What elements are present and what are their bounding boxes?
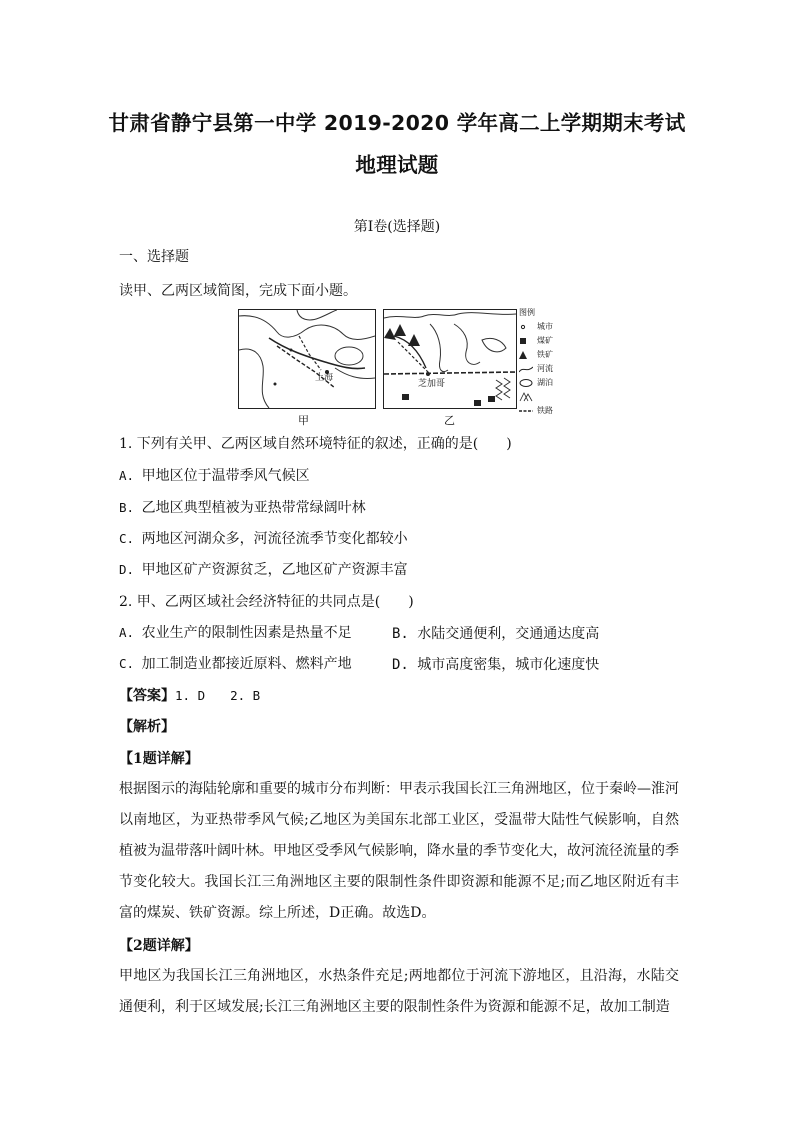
question-2-stem: 2. 甲、乙两区域社会经济特征的共同点是( ) [119, 594, 414, 610]
part-heading: 一、选择题 [119, 249, 189, 265]
railway-line-icon [519, 406, 533, 416]
section-heading: 第Ⅰ卷(选择题) [353, 219, 441, 235]
option-text: 乙地区典型植被为亚热带常绿阔叶林 [141, 500, 366, 516]
detail-2-label: 【2题详解】 [119, 938, 199, 954]
option-text: 两地区河湖众多，河流径流季节变化都较小 [141, 531, 408, 547]
iron-triangle-icon [519, 350, 533, 360]
option-label: B. [392, 626, 409, 642]
map-jia [238, 309, 376, 409]
coal-square-icon [519, 336, 533, 346]
detail-1-text: 根据图示的海陆轮廓和重要的城市分布判断：甲表示我国长江三角洲地区，位于秦岭—淮河以南地区，为亚热带季风气候;乙地区为美国东北部工业区，受温带大陆性气候影响，自然植被为温带落叶阔叶林。甲地区受季风气候影响，降水量的季节变化大，故河流径流量的季节变化较大。我国长江三角洲地区主要的限制性条件即资源和能源不足;而乙地区附近有丰富的煤炭、铁矿资源。综上所述，D正确。故选D。 [119, 781, 679, 921]
question-2-option-b [392, 623, 599, 643]
map-yi-city-label: 芝加哥 [418, 379, 446, 389]
option-label: A. [119, 468, 135, 483]
detail-1-label: 【1题详解】 [119, 751, 199, 767]
analysis-label: 【解析】 [119, 719, 175, 735]
option-label: D. [392, 657, 409, 673]
option-text: 水陆交通便利，交通通达度高 [417, 626, 600, 642]
legend-item-lake [519, 376, 579, 390]
option-text: 农业生产的限制性因素是热量不足 [141, 625, 352, 641]
legend-item-mountain [519, 390, 579, 404]
legend-item-coal [519, 334, 579, 348]
legend-item-iron [519, 348, 579, 362]
option-text: 加工制造业都接近原料、燃料产地 [141, 656, 352, 672]
question-1-option-c [119, 529, 679, 549]
document-title-line2: 地理试题 [355, 153, 439, 177]
question-1-option-d [119, 560, 679, 580]
option-label: C. [119, 531, 135, 546]
question-intro: 读甲、乙两区域简图，完成下面小题。 [119, 283, 357, 299]
answer-label: 【答案】 [119, 688, 175, 704]
question-2-option-c [119, 654, 379, 674]
legend-title-text: 图例 [519, 308, 535, 317]
legend-coal-label: 煤矿 [537, 336, 553, 345]
map-yi-caption: 乙 [444, 414, 455, 427]
option-text: 甲地区矿产资源贫乏，乙地区矿产资源丰富 [141, 562, 408, 578]
detail-2-text: 甲地区为我国长江三角洲地区，水热条件充足;两地都位于河流下游地区，且沿海，水陆交通便利，利于区域发展;长江三角洲地区主要的限制性条件为资源和能源不足，故加工制造 [119, 968, 679, 1015]
map-jia-city-label: 上海 [315, 373, 334, 383]
option-text: 甲地区位于温带季风气候区 [141, 468, 310, 484]
legend-item-rail [519, 404, 579, 418]
legend-lake-label: 湖泊 [537, 378, 553, 387]
legend-title [519, 306, 579, 320]
map-yi-drawing [384, 310, 516, 408]
answer-line [119, 686, 679, 706]
lake-ellipse-icon [519, 378, 533, 388]
option-label: D. [119, 562, 135, 577]
option-label: B. [119, 500, 135, 515]
question-1-option-a [119, 466, 679, 486]
question-2-option-d [392, 654, 599, 674]
river-line-icon [519, 364, 533, 374]
option-label: A. [119, 625, 135, 640]
legend-item-city [519, 320, 579, 334]
document-title-line1: 甘肃省静宁县第一中学 2019-2020 学年高二上学期期末考试 [108, 111, 686, 135]
map-legend [519, 306, 579, 418]
option-text: 城市高度密集，城市化速度快 [417, 657, 600, 673]
option-label: C. [119, 656, 135, 671]
legend-river-label: 河流 [537, 364, 553, 373]
legend-rail-label: 铁路 [537, 406, 553, 415]
question-1-stem: 1. 下列有关甲、乙两区域自然环境特征的叙述，正确的是( ) [119, 436, 512, 452]
legend-city-label: 城市 [537, 322, 553, 331]
answer-value: 1. D 2. B [175, 688, 261, 703]
city-dot-icon [519, 322, 533, 332]
map-yi [383, 309, 517, 409]
mountain-hatch-icon [519, 392, 533, 402]
map-jia-drawing [239, 310, 375, 408]
map-jia-caption: 甲 [298, 414, 309, 427]
question-1-option-b [119, 498, 679, 518]
legend-item-river [519, 362, 579, 376]
legend-iron-label: 铁矿 [537, 350, 553, 359]
question-2-option-a [119, 623, 379, 643]
